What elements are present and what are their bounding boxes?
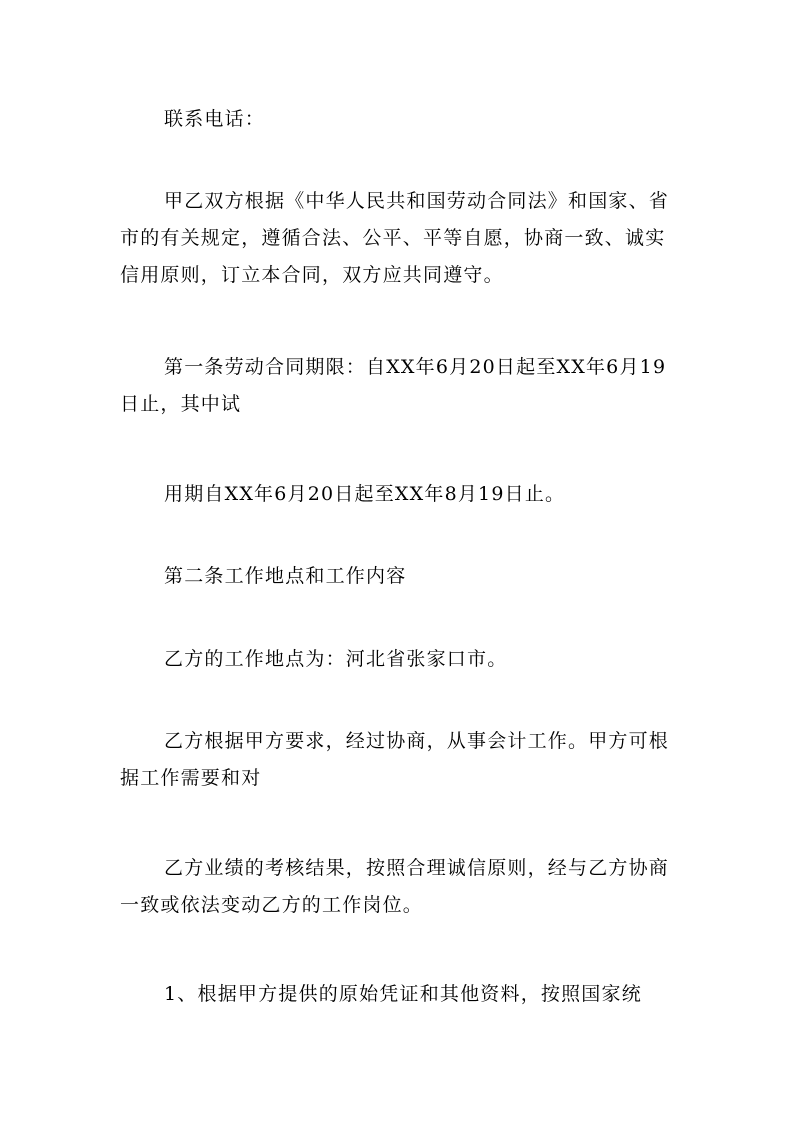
article-1-term-paragraph: 第一条劳动合同期限：自XX年6月20日起至XX年6月19日止，其中试 [120,356,667,415]
work-content-paragraph: 乙方根据甲方要求，经过协商，从事会计工作。甲方可根据工作需要和对 [120,730,670,789]
article-2-heading: 第二条工作地点和工作内容 [164,565,407,587]
position-change-paragraph: 乙方业绩的考核结果，按照合理诚信原则，经与乙方协商一致或依法变动乙方的工作岗位。 [120,857,670,916]
preamble-paragraph: 甲乙双方根据《中华人民共和国劳动合同法》和国家、省市的有关规定，遵循合法、公平、平等自愿，协商一致、诚实信用原则，订立本合同，双方应共同遵守。 [120,190,670,286]
work-location-paragraph: 乙方的工作地点为：河北省张家口市。 [164,648,508,670]
probation-period-paragraph: 用期自XX年6月20日起至XX年8月19日止。 [164,483,566,505]
contact-phone-line: 联系电话： [164,108,266,130]
duty-item-1-paragraph: 1、根据甲方提供的原始凭证和其他资料，按照国家统 [164,983,642,1005]
